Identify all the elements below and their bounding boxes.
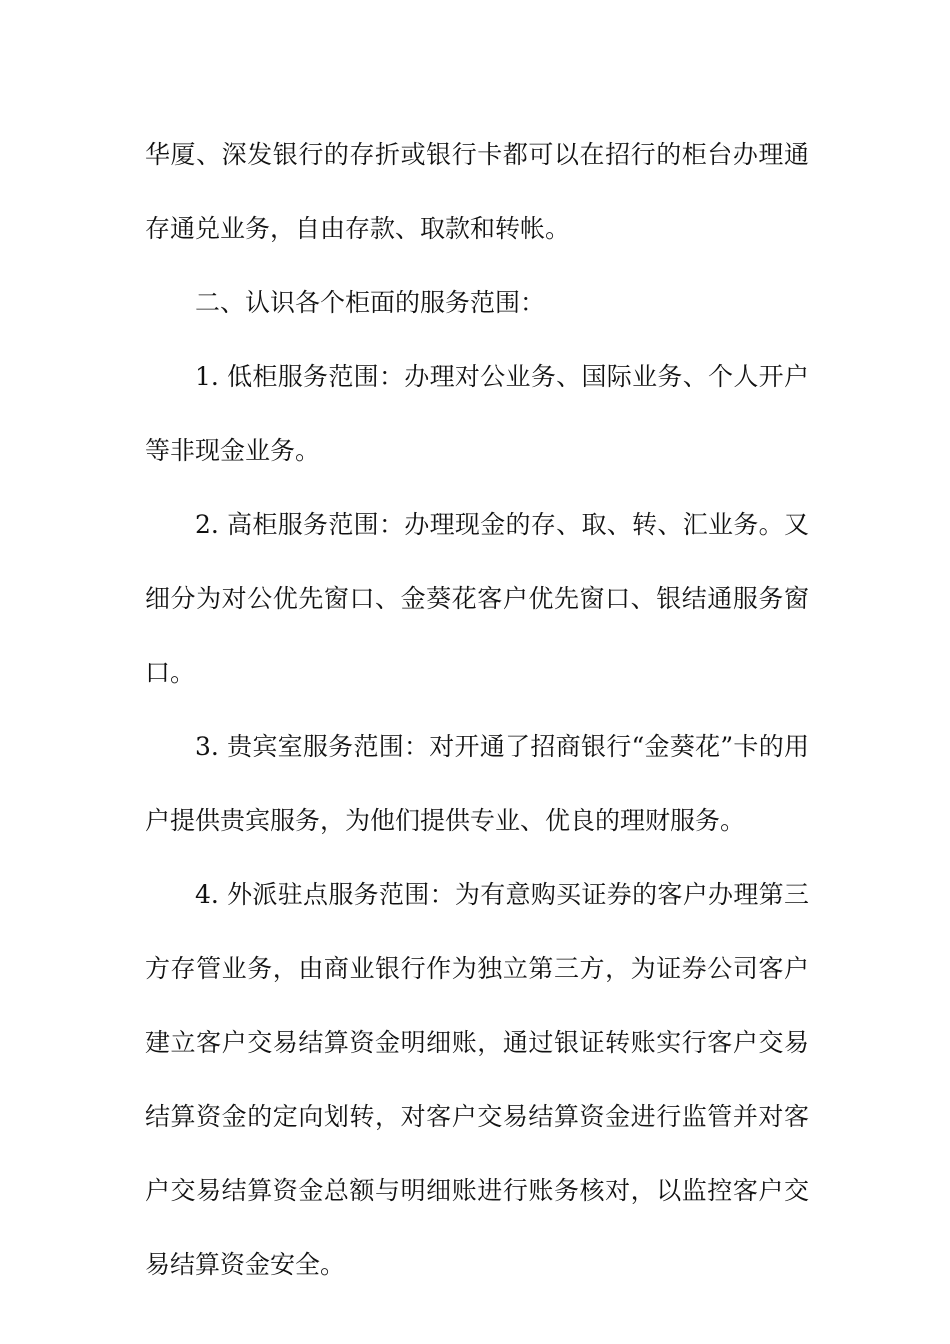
document-body [145, 118, 809, 1302]
section-heading: 二、认识各个柜面的服务范围： [195, 288, 546, 317]
paragraph-continuation: 华厦、深发银行的存折或银行卡都可以在招行的柜台办理通存通兑业务，自由存款、取款和转帐。 [145, 140, 809, 243]
list-item-low-counter: 1. 低柜服务范围：办理对公业务、国际业务、个人开户等非现金业务。 [145, 362, 809, 465]
list-item-high-counter: 2. 高柜服务范围：办理现金的存、取、转、汇业务。又细分为对公优先窗口、金葵花客户优先窗口、银结通服务窗口。 [145, 510, 809, 687]
list-item-vip-room: 3. 贵宾室服务范围：对开通了招商银行“金葵花”卡的用户提供贵宾服务，为他们提供专业、优良的理财服务。 [145, 732, 809, 835]
list-item-outpost: 4. 外派驻点服务范围：为有意购买证券的客户办理第三方存管业务，由商业银行作为独立第三方，为证券公司客户建立客户交易结算资金明细账，通过银证转账实行客户交易结算资金的定向划转，对客户交易结算资金进行监管并对客户交易结算资金总额与明细账进行账务核对，以监控客户交易结算资金安全。 [145, 880, 809, 1279]
